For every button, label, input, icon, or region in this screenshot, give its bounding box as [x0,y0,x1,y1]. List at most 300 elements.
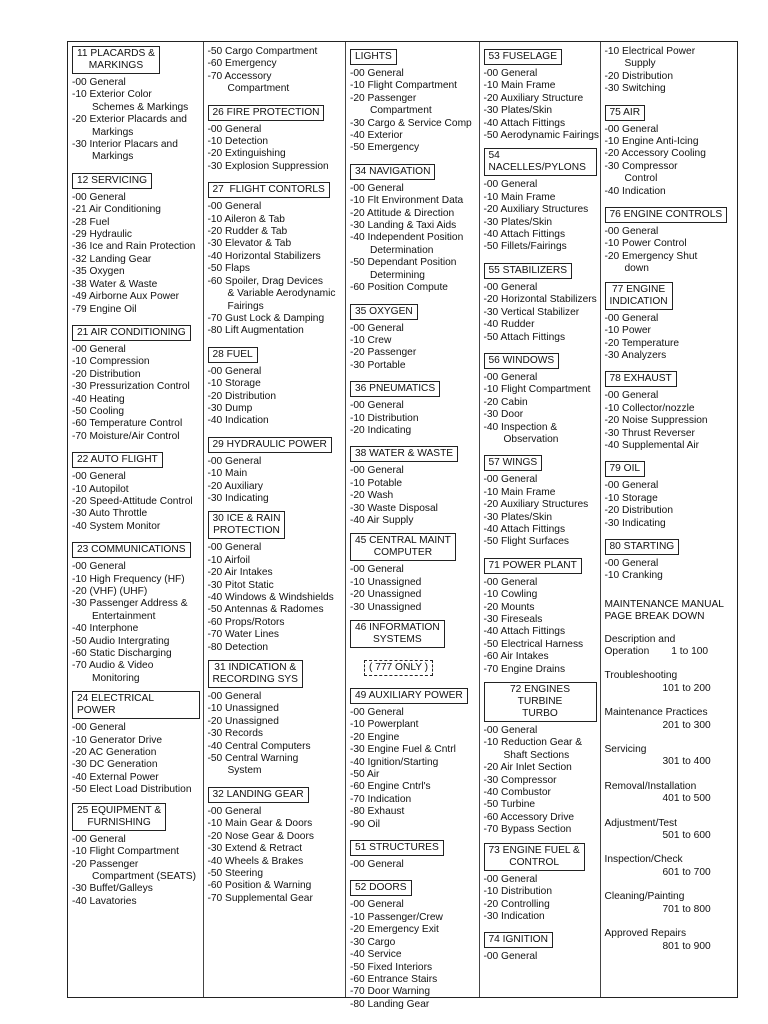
section-item: -60 Temperature Control [72,418,183,430]
section-item: -30 Waste Disposal [349,502,438,514]
section-item: -30 Analyzers [604,349,667,361]
chapter-header: 57 WINGS [484,455,543,471]
section-item: -20 Unassigned [349,589,422,601]
chapter-block [72,539,200,685]
chapter-block [72,691,200,796]
section-item: -32 Landing Gear [72,253,152,265]
section-item: -20 Accessory Cooling [604,148,706,160]
chapter-column-1 [68,42,204,997]
section-item: -00 General [349,322,404,334]
section-item: Observation [503,433,559,445]
section-item: -30 Fireseals [483,614,543,625]
chapter-header: 55 STABILIZERS [484,263,573,279]
section-item: -30 Interior Placars and [72,139,178,151]
section-item: -60 Accessory Drive [483,811,575,823]
section-item: -10 Collector/nozzle [604,402,695,414]
section-item: Markings [92,151,134,163]
section-item: -40 Central Computers [207,740,311,752]
chapter-block [208,434,342,506]
section-item: -00 General [349,859,404,871]
section-item: -00 General [483,873,538,885]
section-item: -70 Door Warning [349,986,431,998]
section-item: -20 Speed-Attitude Control [72,495,193,507]
chapter-block [350,161,476,295]
section-item: -40 Attach Fittings [483,523,566,535]
section-item: -10 Main Frame [483,486,556,498]
chapter-block [208,784,342,905]
chapter-blocks [605,46,735,583]
section-item: -80 Landing Gear [349,998,430,1010]
chapter-block [208,46,342,96]
section-item: -50 Flight Surfaces [483,536,569,548]
section-item: -28 Fuel [72,216,110,228]
section-item: -00 General [483,371,538,383]
section-item: -30 Indicating [604,517,666,529]
chapter-block [72,170,200,316]
section-item: -20 AC Generation [72,747,157,759]
section-item: -00 General [483,281,538,293]
section-item: -49 Airborne Aux Power [72,291,180,303]
section-item: -10 Power [604,325,651,337]
section-item: -20 Cabin [483,396,528,408]
chapter-block [605,368,735,452]
manual-row [605,891,735,916]
manual-row-label: Adjustment/Test [604,817,677,829]
chapter-block [484,148,597,253]
section-item: -00 General [349,564,404,576]
section-item: Schemes & Markings [92,101,189,113]
chapter-block [484,452,597,548]
section-item: -30 Door [483,409,524,421]
section-item: -20 Horizontal Stabilizers [483,294,597,306]
section-item: -10 Storage [207,378,261,390]
section-item: -80 Exhaust [349,806,405,818]
section-item: -40 Ignition/Starting [349,756,439,768]
chapter-header: 73 ENGINE FUEL & CONTROL [484,843,585,871]
chapter-block [605,46,735,96]
section-item: -00 General [483,68,538,79]
chapter-header: 72 ENGINES TURBINE TURBO [484,682,597,722]
section-item: -10 Electrical Power [604,46,696,57]
section-item: -40 Supplemental Air [604,439,700,451]
chapter-header: 56 WINDOWS [484,353,560,369]
section-item: -50 Cooling [72,405,125,417]
section-item: -00 General [349,182,404,194]
chapter-block [208,102,342,174]
section-item: -10 Autopilot [72,483,129,495]
section-item: -40 Rudder [483,319,535,331]
section-item: -00 General [72,343,126,355]
section-item: -10 Crew [349,334,392,346]
section-item: -00 General [72,722,126,734]
manual-row [605,634,735,659]
section-item: -50 Fixed Interiors [349,961,433,973]
section-item: -00 General [604,557,659,569]
manual-row-range-line [605,904,735,916]
section-item: -20 Indicating [349,424,412,436]
section-item: -80 Detection [207,641,269,653]
section-item: -20 Auxiliary Structures [483,204,589,216]
section-item: -60 Spoiler, Drag Devices [207,275,324,287]
section-item: -20 Distribution [604,505,674,517]
section-item: -30 Plates/Skin [483,216,553,228]
chapter-block [208,344,342,428]
section-item: -40 Interphone [72,623,139,635]
manual-row-range-line [605,756,735,768]
chapter-column-5 [601,42,738,997]
chapter-block [483,46,600,142]
section-item: Monitoring [92,672,140,684]
section-item: -00 General [483,179,538,191]
section-item: -30 Portable [349,359,406,371]
chapter-header: 29 HYDRAULIC POWER [208,437,332,453]
chapter-header: 21 AIR CONDITIONING [72,325,191,341]
chapter-column-2 [204,42,346,997]
section-item: -40 Exterior [349,130,403,142]
chapter-header: 35 OXYGEN [350,304,418,320]
chapter-block [484,350,597,446]
section-item: -10 High Frequency (HF) [72,573,185,585]
section-item: -70 Indication [349,793,412,805]
chapter-block [605,102,735,198]
section-item: Determining [369,269,425,281]
section-item: -10 Main Frame [483,80,556,92]
chapter-header: 38 WATER & WASTE [350,446,458,462]
chapter-header: 78 EXHAUST [605,371,677,387]
chapter-block [605,536,735,583]
chapter-header: 79 OIL [605,461,646,477]
chapter-header: 32 LANDING GEAR [208,787,309,803]
section-item: -60 Air Intakes [483,651,549,663]
chapter-header: 34 NAVIGATION [350,164,435,180]
section-item: -40 Heating [72,393,125,405]
section-item: -00 General [207,455,262,467]
section-item: -36 Ice and Rain Protection [72,241,196,253]
section-item: -40 Air Supply [349,514,414,526]
chapter-header: 49 AUXILIARY POWER [350,688,468,704]
section-item: -70 Supplemental Gear [207,892,313,904]
section-item: -40 Attach Fittings [483,117,566,129]
section-item: -50 Attach Fittings [483,331,566,343]
section-item: -21 Air Conditioning [72,204,161,216]
section-item: -40 Windows & Windshields [207,592,334,603]
section-item: -30 Landing & Taxi Aids [349,220,457,232]
section-item: -40 Service [349,949,402,961]
manual-row [605,707,735,732]
section-item: -10 Flt Environment Data [349,195,464,207]
section-item: -10 Flight Compartment [483,384,591,396]
chapter-header: 45 CENTRAL MAINT COMPUTER [350,533,456,561]
section-item: -10 Cranking [604,570,663,582]
manual-row [605,818,735,843]
chapter-block [350,657,476,679]
section-item: -20 Passenger [349,347,417,359]
manual-row-label: Maintenance Practices [604,707,708,719]
manual-row-label: Cleaning/Painting [604,891,685,903]
section-item: -00 General [483,725,538,737]
section-item: Fairings [227,300,264,312]
section-item: -10 Flight Compartment [349,80,457,92]
section-item: -30 DC Generation [72,759,158,771]
section-item: -60 Position Compute [349,282,448,294]
section-item: -50 Air [349,769,380,781]
section-item: -40 External Power [72,771,159,783]
manual-row-range: 1 to 100 [671,646,709,657]
section-item: -00 General [604,390,659,402]
section-item: -00 General [349,707,404,718]
chapter-header: 11 PLACARDS & MARKINGS [72,46,160,74]
section-item: -10 Compression [72,356,150,368]
manual-row-label: Troubleshooting [604,670,678,682]
section-item: -00 General [72,191,126,203]
section-item: -50 Audio Intergrating [72,635,170,647]
manual-row-range: 801 to 900 [662,940,711,952]
section-item: -00 General [349,899,404,911]
chapter-block [484,843,597,924]
section-item: -00 General [207,805,262,817]
section-item: Determination [369,244,434,256]
section-item: -79 Engine Oil [72,303,137,315]
manual-row-label: Inspection/Check [604,854,683,866]
section-item: Compartment [227,83,290,95]
section-item: -50 Emergency [349,142,420,154]
section-item: -50 Fillets/Fairings [483,241,567,253]
section-item: Compartment (SEATS) [92,870,196,882]
section-item: -70 Audio & Video [72,660,154,672]
manual-row [605,670,735,695]
chapter-block [72,449,200,533]
section-item: -10 Power Control [604,238,687,250]
section-item: -30 Unassigned [349,601,422,613]
section-item: -00 General [207,691,262,703]
section-item: -10 Storage [604,492,658,504]
chapter-block [350,378,476,437]
manual-row-range: 401 to 500 [662,793,711,805]
section-item: -50 Steering [207,867,263,879]
section-item: -30 Compressor [604,160,678,172]
chapter-header: 77 ENGINE INDICATION [605,282,673,310]
section-item: -60 Emergency [207,58,277,70]
chapter-header: 27 FLIGHT CONTORLS [208,182,330,198]
chapter-header: 36 PNEUMATICS [350,381,440,397]
section-item: -00 General [72,561,126,573]
chapter-column-3 [346,42,480,1010]
manual-row-range-line [605,683,735,695]
section-item: -10 Airfoil [207,554,250,566]
chapter-block [605,458,735,530]
manual-row [605,744,735,769]
chapter-header: 12 SERVICING [72,173,152,189]
section-item: -60 Engine Cntrl's [349,781,431,793]
manual-row-range-line [605,793,735,805]
section-item: -20 Engine [349,731,400,743]
section-item: -00 General [604,480,659,492]
section-item: -20 Air Intakes [207,567,273,579]
chapter-header: 54 NACELLES/PYLONS [484,148,597,176]
section-item: -20 Distribution [72,368,141,380]
section-item: -30 Elevator & Tab [207,238,292,250]
chapter-header: 80 STARTING [605,539,680,555]
chapter-header: 24 ELECTRICAL POWER [72,691,200,719]
section-item: -20 Temperature [604,337,680,349]
section-item: -70 Bypass Section [483,824,572,836]
section-item: -00 General [349,465,404,477]
chapter-header: 75 AIR [605,105,646,121]
section-item: -40 System Monitor [72,520,161,532]
section-item: -10 Detection [207,136,269,148]
section-item: System [227,765,262,777]
section-item: -20 Mounts [483,601,535,613]
section-item: -30 Switching [604,83,666,95]
manual-row [605,928,735,953]
section-item: -00 General [207,542,262,554]
section-item: -50 Cargo Compartment [207,46,318,57]
section-item: -20 Air Inlet Section [483,762,572,774]
section-item: -70 Moisture/Air Control [72,430,180,442]
section-item: -40 Indication [207,415,269,427]
section-item: & Variable Aerodynamic [227,288,336,300]
section-item: down [624,263,649,275]
section-item: -90 Oil [349,818,380,830]
section-item: -20 Exterior Placards and [72,114,187,126]
section-item: -00 General [207,365,262,377]
section-item: -20 Emergency Exit [349,924,439,936]
manual-row-range: 301 to 400 [662,756,711,768]
chapter-block [208,660,342,778]
section-item: Compartment [369,105,432,117]
section-item: -40 Horizontal Stabilizers [207,250,321,262]
section-item: -20 Passenger [349,92,417,104]
manual-row-label-line: Operation 1 to 100 [604,646,709,657]
manual-rows [605,634,735,953]
manual-row-label: Description and [604,633,676,645]
section-item: -00 General [604,312,659,324]
section-item: -20 Nose Gear & Doors [207,830,314,842]
section-item: -20 Extinguishing [207,148,286,160]
chapter-header: 28 FUEL [208,347,258,363]
chapter-header: 23 COMMUNICATIONS [72,542,191,558]
section-item: -10 Passenger/Crew [349,911,443,923]
section-item: -30 Extend & Retract [207,843,303,855]
section-item: -00 General [72,471,126,483]
manual-row-range-line [605,830,735,842]
section-item: -30 Indication [483,910,545,922]
chapter-header: 71 POWER PLANT [484,558,582,574]
section-item: -60 Position & Warning [207,880,312,892]
section-item: -30 Plates/Skin [483,511,553,523]
section-item: -10 Unassigned [207,703,279,715]
section-item: Markings [92,126,134,138]
chapter-block [484,555,597,676]
section-item: -40 Lavatories [72,895,137,907]
section-item: -10 Aileron & Tab [207,213,285,225]
section-item: -10 Engine Anti-Icing [604,136,699,148]
manual-title: MAINTENANCE MANUAL PAGE BREAK DOWN [604,598,724,623]
section-item: -60 Props/Rotors [207,616,285,628]
chapter-block [350,533,476,614]
chapter-block [72,46,200,164]
section-item: -70 Accessory [207,70,272,82]
section-item: -30 Pressurization Control [72,381,190,393]
chapter-header: 22 AUTO FLIGHT [72,452,163,468]
section-item: -10 Flight Compartment [72,846,180,858]
section-item: -29 Hydraulic [72,229,133,241]
chapter-header: 46 INFORMATION SYSTEMS [350,620,445,648]
manual-row-range-line [605,720,735,732]
chapter-block [350,620,476,651]
section-item: -30 Auto Throttle [72,508,148,520]
section-item: -00 General [207,201,262,213]
chapter-block [350,301,476,373]
section-item: -20 Passenger [72,858,139,870]
section-item: -10 Main [207,468,248,480]
chapter-block [72,322,200,443]
chapter-header: 52 DOORS [350,880,412,896]
section-item: -20 Auxiliary Structures [483,499,589,511]
section-item: -20 Controlling [483,898,550,910]
manual-row-label: Removal/Installation [604,780,697,792]
section-item: -80 Lift Augmentation [207,325,304,337]
chapter-header: 53 FUSELAGE [484,49,563,65]
section-item: -20 Auxiliary [207,480,263,492]
chapter-block [72,803,200,908]
manual-row-label: Approved Repairs [604,928,687,940]
section-item: -10 Cowling [483,589,538,601]
section-item: -50 Flaps [207,263,250,275]
section-item: -20 Wash [349,490,394,502]
section-item: Supply [624,58,656,70]
manual-row-range: 601 to 700 [662,866,711,878]
section-item: -60 Entrance Stairs [349,973,438,985]
chapter-header: 76 ENGINE CONTROLS [605,207,728,223]
section-item: -10 Powerplant [349,719,419,731]
section-item: -10 Exterior Color [72,89,152,101]
section-item: -10 Distribution [349,412,419,424]
section-item: -10 Generator Drive [72,734,163,746]
chapter-block [605,282,735,363]
chapter-block [350,46,476,155]
section-item: -20 Noise Suppression [604,415,708,427]
section-item: -00 General [483,576,538,588]
section-item: -50 Central Warning [207,753,299,765]
section-item: -50 Aerodynamic Fairings [483,130,600,142]
ata-chapter-sheet [67,41,738,1010]
section-item: -30 Dump [207,402,253,414]
section-item: -30 Compressor [483,774,557,786]
section-item: -40 Wheels & Brakes [207,855,304,867]
manual-row-label: Servicing [604,744,647,756]
chapter-header: 26 FIRE PROTECTION [208,105,325,121]
section-item: -20 Auxiliary Structure [483,92,584,104]
section-item: -00 General [604,123,659,135]
section-item: -10 Main Gear & Doors [207,818,313,830]
section-item: -20 Attitude & Direction [349,207,455,219]
manual-row-range-line [605,867,735,879]
manual-row [605,854,735,879]
section-item: -40 Attach Fittings [483,626,566,638]
section-item: -40 Attach Fittings [483,229,566,241]
chapter-note: ( 777 ONLY ) [364,660,433,676]
chapter-block [350,685,476,831]
manual-row-range: 701 to 800 [662,903,711,915]
section-item: -38 Water & Waste [72,278,158,290]
maintenance-manual-breakdown [605,599,735,953]
section-item: -20 Distribution [604,70,674,82]
section-item: -30 Engine Fuel & Cntrl [349,744,456,756]
section-item: -10 Distribution [483,886,553,898]
manual-row-range: 101 to 200 [662,682,711,694]
section-item: -50 Turbine [483,799,536,811]
